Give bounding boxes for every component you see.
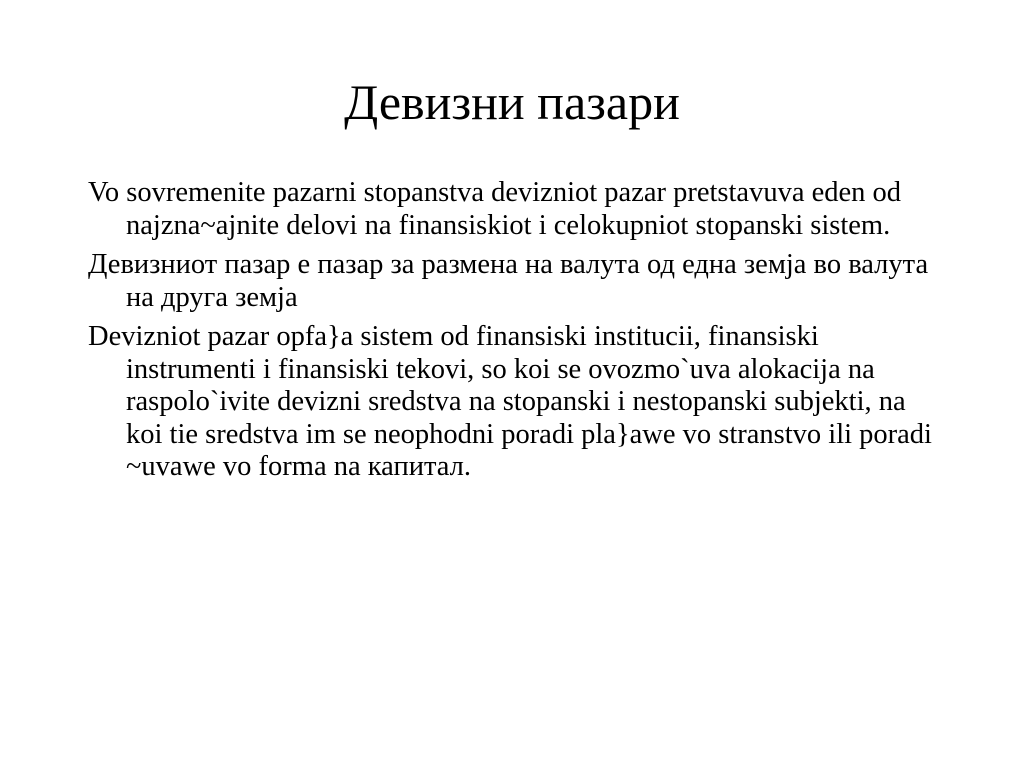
slide-title: Девизни пазари [344, 74, 680, 130]
slide-body [88, 177, 948, 491]
body-paragraph-2: Девизниот пазар е пазар за размена на валута од една земја во валута на друга земја [88, 249, 929, 313]
body-paragraph-1: Vo sovremenite pazarni stopanstva devizniot pazar pretstavuva eden od najzna~ajnite delovi na finansiskiot i celokupniot stopanski sistem. [88, 177, 902, 241]
body-paragraph-3: Devizniot pazar opfa}a sistem od finansiski institucii, finansiski instrumenti i finansiski tekovi, so koi se ovozmo`uva alokacija na raspolo`ivite devizni sredstva na stopanski i nestopanski subjekti, na koi tie sredstva im se neophodni poradi pla}awe vo stranstvo ili poradi ~uvawe vo forma na капитал. [88, 321, 932, 482]
